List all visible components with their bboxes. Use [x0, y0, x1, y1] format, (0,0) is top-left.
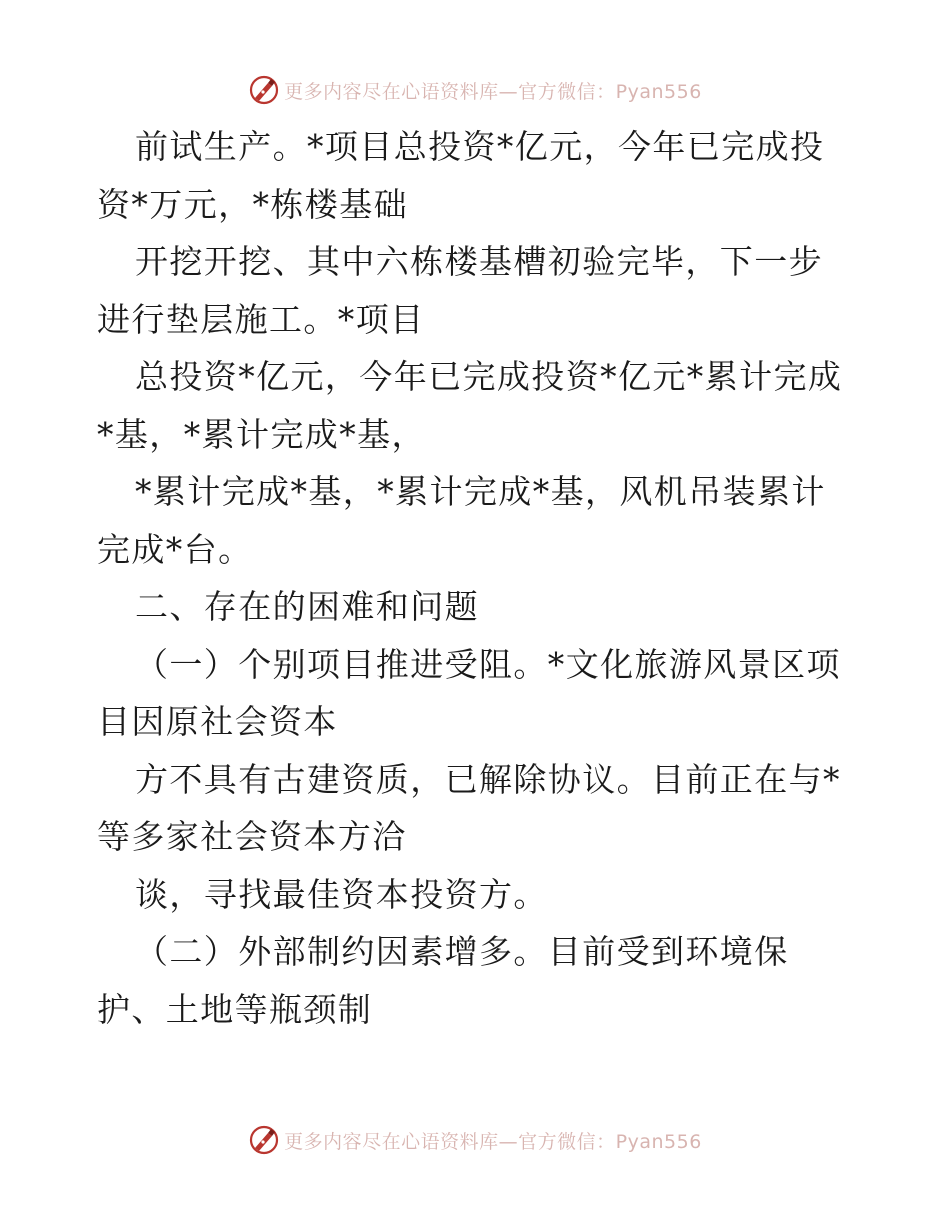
pen-logo-icon: [248, 1124, 280, 1156]
paragraph: 开挖开挖、其中六栋楼基槽初验完毕，下一步进行垫层施工。*项目: [97, 242, 823, 339]
pen-logo-icon: [248, 74, 280, 106]
section-heading: 二、存在的困难和问题: [135, 587, 479, 626]
paragraph: 方不具有古建资质，已解除协议。目前正在与*等多家社会资本方洽: [97, 759, 841, 856]
paragraph: （一）个别项目推进受阻。*文化旅游风景区项目因原社会资本: [97, 644, 841, 741]
watermark-text: 更多内容尽在心语资料库—官方微信：Pyan556: [284, 1130, 702, 1153]
paragraph: 总投资*亿元，今年已完成投资*亿元*累计完成*基，*累计完成*基，: [97, 357, 843, 454]
paragraph: *累计完成*基，*累计完成*基，风机吊装累计完成*台。: [97, 472, 826, 569]
footer-watermark: [0, 1120, 950, 1160]
paragraph: 谈，寻找最佳资本投资方。: [135, 874, 548, 914]
watermark-text: 更多内容尽在心语资料库—官方微信：Pyan556: [284, 80, 702, 103]
header-watermark: [0, 70, 950, 110]
paragraph: 前试生产。*项目总投资*亿元，今年已完成投资*万元，*栋楼基础: [97, 127, 825, 224]
paragraph: （二）外部制约因素增多。目前受到环境保护、土地等瓶颈制: [97, 932, 789, 1029]
document-body: [97, 118, 857, 1038]
